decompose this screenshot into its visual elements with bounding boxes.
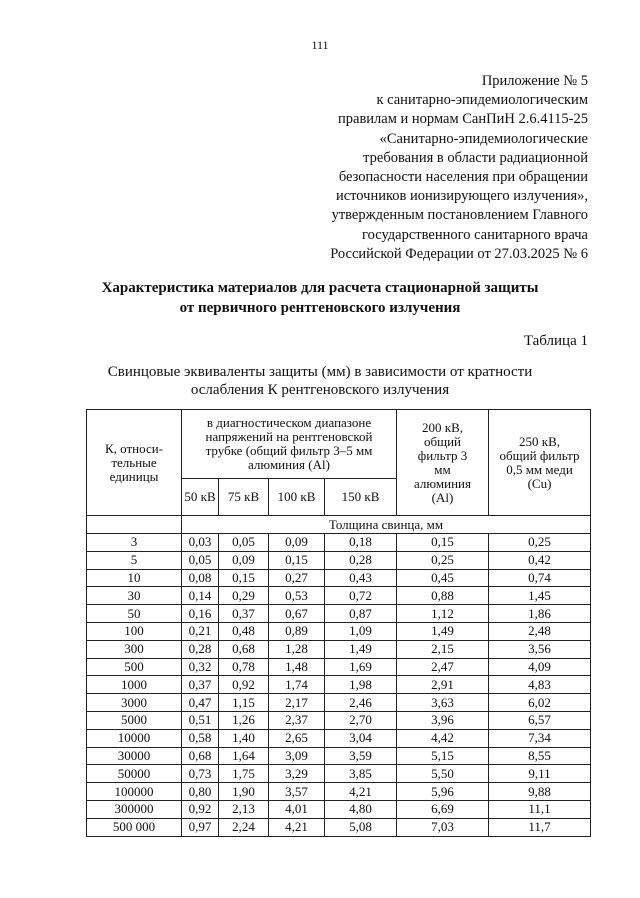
- lead-50kv: 0,68: [182, 747, 219, 765]
- table-row: [87, 694, 591, 712]
- page-number: 111: [311, 38, 329, 52]
- lead-100kv: 3,57: [269, 783, 325, 801]
- lead-100kv: 0,09: [269, 534, 325, 552]
- lead-equivalent-table: [86, 409, 591, 837]
- k-value: 5000: [87, 711, 182, 729]
- lead-100kv: 0,27: [269, 569, 325, 587]
- lead-200kv: 0,25: [397, 551, 489, 569]
- lead-150kv: 5,08: [325, 818, 397, 836]
- lead-250kv: 0,74: [489, 569, 591, 587]
- appendix-line: Российской Федерации от 27.03.2025 № 6: [330, 245, 588, 262]
- sub-header-150kv: 150 кВ: [325, 479, 397, 516]
- lead-75kv: 0,92: [219, 676, 269, 694]
- lead-50kv: 0,03: [182, 534, 219, 552]
- table-row: [87, 800, 591, 818]
- lead-250kv: 6,57: [489, 711, 591, 729]
- lead-150kv: 0,18: [325, 534, 397, 552]
- k-value: 50000: [87, 765, 182, 783]
- table-row: [87, 551, 591, 569]
- lead-50kv: 0,97: [182, 818, 219, 836]
- lead-75kv: 1,15: [219, 694, 269, 712]
- lead-200kv: 0,15: [397, 534, 489, 552]
- lead-50kv: 0,80: [182, 783, 219, 801]
- lead-75kv: 1,26: [219, 711, 269, 729]
- k-value: 300000: [87, 800, 182, 818]
- lead-100kv: 3,29: [269, 765, 325, 783]
- k-value: 10: [87, 569, 182, 587]
- lead-100kv: 0,53: [269, 587, 325, 605]
- lead-100kv: 0,67: [269, 605, 325, 623]
- appendix-line: источников ионизирующего излучения»,: [335, 188, 588, 205]
- appendix-line: требования в области радиационной: [363, 149, 588, 166]
- table-row: [87, 587, 591, 605]
- table-row: [87, 676, 591, 694]
- lead-50kv: 0,32: [182, 658, 219, 676]
- lead-250kv: 11,1: [489, 800, 591, 818]
- lead-250kv: 2,48: [489, 622, 591, 640]
- lead-50kv: 0,21: [182, 622, 219, 640]
- lead-200kv: 2,15: [397, 640, 489, 658]
- sub-header-75kv: 75 кВ: [219, 479, 269, 516]
- lead-50kv: 0,92: [182, 800, 219, 818]
- lead-75kv: 0,09: [219, 551, 269, 569]
- lead-250kv: 4,09: [489, 658, 591, 676]
- appendix-line: правилам и нормам СанПиН 2.6.4115-25: [338, 111, 588, 128]
- table-row: [87, 729, 591, 747]
- lead-250kv: 0,25: [489, 534, 591, 552]
- k-value: 100: [87, 622, 182, 640]
- lead-75kv: 0,48: [219, 622, 269, 640]
- lead-250kv: 6,02: [489, 694, 591, 712]
- lead-200kv: 6,69: [397, 800, 489, 818]
- lead-75kv: 0,29: [219, 587, 269, 605]
- appendix-line: утвержденным постановлением Главного: [331, 207, 588, 224]
- lead-100kv: 2,17: [269, 694, 325, 712]
- lead-75kv: 0,37: [219, 605, 269, 623]
- appendix-reference: [288, 72, 588, 264]
- lead-50kv: 0,37: [182, 676, 219, 694]
- appendix-line: «Санитарно-эпидемиологические: [379, 130, 588, 147]
- table-row: [87, 765, 591, 783]
- lead-200kv: 2,47: [397, 658, 489, 676]
- lead-50kv: 0,28: [182, 640, 219, 658]
- k-value: 30: [87, 587, 182, 605]
- k-value: 50: [87, 605, 182, 623]
- lead-250kv: 8,55: [489, 747, 591, 765]
- table-label: Таблица 1: [523, 333, 588, 349]
- lead-150kv: 3,04: [325, 729, 397, 747]
- k-value: 30000: [87, 747, 182, 765]
- lead-75kv: 1,64: [219, 747, 269, 765]
- lead-200kv: 2,91: [397, 676, 489, 694]
- lead-75kv: 0,05: [219, 534, 269, 552]
- lead-250kv: 9,88: [489, 783, 591, 801]
- k-header: К, относи- тельные единицы: [87, 410, 182, 516]
- lead-200kv: 5,96: [397, 783, 489, 801]
- lead-100kv: 0,89: [269, 622, 325, 640]
- lead-50kv: 0,73: [182, 765, 219, 783]
- lead-200kv: 1,12: [397, 605, 489, 623]
- table-row: [87, 711, 591, 729]
- lead-150kv: 4,21: [325, 783, 397, 801]
- k-value: 3: [87, 534, 182, 552]
- lead-100kv: 2,65: [269, 729, 325, 747]
- table-row: [87, 605, 591, 623]
- table-row: [87, 569, 591, 587]
- lead-50kv: 0,05: [182, 551, 219, 569]
- lead-150kv: 0,28: [325, 551, 397, 569]
- lead-50kv: 0,58: [182, 729, 219, 747]
- lead-150kv: 4,80: [325, 800, 397, 818]
- document-title: [0, 278, 640, 318]
- k-value: 500: [87, 658, 182, 676]
- lead-75kv: 2,24: [219, 818, 269, 836]
- lead-75kv: 1,40: [219, 729, 269, 747]
- lead-150kv: 2,46: [325, 694, 397, 712]
- lead-50kv: 0,47: [182, 694, 219, 712]
- lead-50kv: 0,14: [182, 587, 219, 605]
- sub-header-50kv: 50 кВ: [182, 479, 219, 516]
- table-row: [87, 534, 591, 552]
- lead-150kv: 3,85: [325, 765, 397, 783]
- lead-150kv: 0,72: [325, 587, 397, 605]
- k-value: 10000: [87, 729, 182, 747]
- lead-100kv: 1,74: [269, 676, 325, 694]
- col-250kv-header: 250 кВ, общий фильтр 0,5 мм меди (Cu): [489, 410, 591, 516]
- lead-200kv: 4,42: [397, 729, 489, 747]
- lead-150kv: 0,87: [325, 605, 397, 623]
- k-value: 1000: [87, 676, 182, 694]
- col-200kv-header: 200 кВ, общий фильтр 3 мм алюминия (Al): [397, 410, 489, 516]
- k-value: 3000: [87, 694, 182, 712]
- diagnostic-range-header: в диагностическом диапазоне напряжений на рентгеновской трубке (общий фильтр 3–5 мм алюминия (Al): [182, 410, 397, 479]
- caption-line: ослабления К рентгеновского излучения: [190, 382, 450, 398]
- lead-200kv: 3,63: [397, 694, 489, 712]
- lead-250kv: 4,83: [489, 676, 591, 694]
- lead-100kv: 1,28: [269, 640, 325, 658]
- lead-200kv: 5,50: [397, 765, 489, 783]
- lead-150kv: 0,43: [325, 569, 397, 587]
- lead-250kv: 9,11: [489, 765, 591, 783]
- lead-200kv: 5,15: [397, 747, 489, 765]
- table-row: [87, 622, 591, 640]
- title-line: от первичного рентгеновского излучения: [179, 300, 461, 316]
- lead-250kv: 7,34: [489, 729, 591, 747]
- unit-row: Толщина свинца, мм: [182, 516, 591, 534]
- k-value: 300: [87, 640, 182, 658]
- lead-250kv: 3,56: [489, 640, 591, 658]
- lead-75kv: 0,78: [219, 658, 269, 676]
- table-row: [87, 658, 591, 676]
- lead-200kv: 0,88: [397, 587, 489, 605]
- lead-75kv: 0,15: [219, 569, 269, 587]
- lead-200kv: 3,96: [397, 711, 489, 729]
- lead-100kv: 0,15: [269, 551, 325, 569]
- lead-150kv: 1,49: [325, 640, 397, 658]
- k-value: 500 000: [87, 818, 182, 836]
- appendix-line: безопасности населения при обращении: [338, 169, 588, 186]
- lead-150kv: 1,09: [325, 622, 397, 640]
- lead-100kv: 4,01: [269, 800, 325, 818]
- lead-100kv: 2,37: [269, 711, 325, 729]
- lead-75kv: 0,68: [219, 640, 269, 658]
- title-line: Характеристика материалов для расчета стационарной защиты: [101, 280, 539, 296]
- appendix-line: государственного санитарного врача: [362, 226, 588, 243]
- lead-100kv: 3,09: [269, 747, 325, 765]
- lead-75kv: 2,13: [219, 800, 269, 818]
- lead-75kv: 1,90: [219, 783, 269, 801]
- lead-100kv: 4,21: [269, 818, 325, 836]
- lead-200kv: 0,45: [397, 569, 489, 587]
- lead-100kv: 1,48: [269, 658, 325, 676]
- lead-250kv: 1,45: [489, 587, 591, 605]
- k-value: 100000: [87, 783, 182, 801]
- lead-200kv: 1,49: [397, 622, 489, 640]
- table-row: [87, 640, 591, 658]
- lead-150kv: 1,98: [325, 676, 397, 694]
- unit-row-spacer: [87, 516, 182, 534]
- lead-150kv: 3,59: [325, 747, 397, 765]
- sub-header-100kv: 100 кВ: [269, 479, 325, 516]
- lead-50kv: 0,51: [182, 711, 219, 729]
- lead-150kv: 1,69: [325, 658, 397, 676]
- lead-150kv: 2,70: [325, 711, 397, 729]
- lead-250kv: 0,42: [489, 551, 591, 569]
- lead-250kv: 11,7: [489, 818, 591, 836]
- lead-50kv: 0,08: [182, 569, 219, 587]
- lead-200kv: 7,03: [397, 818, 489, 836]
- caption-line: Свинцовые эквиваленты защиты (мм) в зависимости от кратности: [107, 364, 533, 380]
- table-caption: [0, 363, 640, 399]
- appendix-line: Приложение № 5: [481, 73, 588, 89]
- table-row: [87, 747, 591, 765]
- appendix-line: к санитарно-эпидемиологическим: [376, 92, 588, 109]
- lead-50kv: 0,16: [182, 605, 219, 623]
- table-row: [87, 818, 591, 836]
- table-row: [87, 783, 591, 801]
- lead-250kv: 1,86: [489, 605, 591, 623]
- lead-75kv: 1,75: [219, 765, 269, 783]
- k-value: 5: [87, 551, 182, 569]
